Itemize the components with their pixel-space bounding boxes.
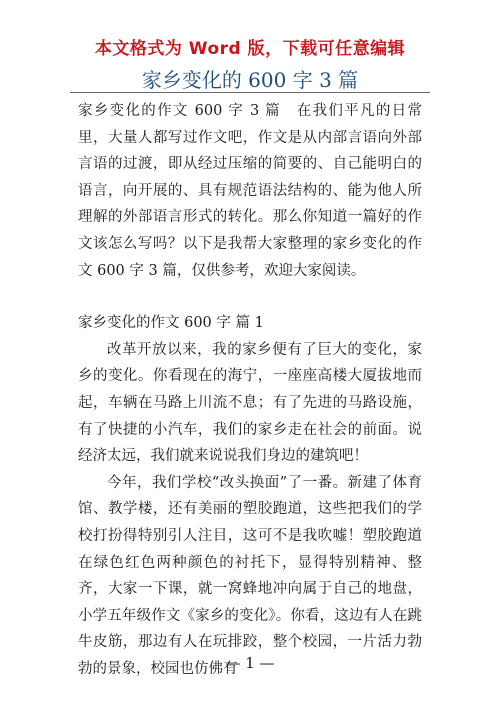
download-banner: 本文格式为 Word 版，下载可任意编辑	[94, 39, 406, 59]
body-paragraph-1: 改革开放以来，我的家乡便有了巨大的变化，家乡的变化。你看现在的海宁，一座座高楼大厦拔地而起，车辆在马路上川流不息；有了先进的马路设施，有了快捷的小汽车，我们的家乡走在社会的前面。说经济太远，我们就来说说我们身边的建筑吧！	[78, 341, 422, 465]
page-number: — 1 —	[225, 654, 275, 672]
section-heading: 家乡变化的作文 600 字 篇 1	[78, 315, 264, 332]
document-body	[78, 98, 422, 682]
title-divider	[70, 92, 430, 93]
intro-paragraph: 家乡变化的作文 600 字 3 篇 在我们平凡的日常里，大量人都写过作文吧，作文是从内部言语向外部言语的过渡，即从经过压缩的简要的、自己能明白的语言，向开展的、具有规范语法结构的、能为他人所理解的外部语言形式的转化。那么你知道一篇好的作文该怎么写吗？以下是我帮大家整理的家乡变化的作文 600 字 3 篇，仅供参考，欢迎大家阅读。	[78, 103, 422, 279]
page-title: 家乡变化的 600 字 3 篇	[141, 68, 359, 92]
paragraph-spacer	[78, 284, 422, 310]
body-paragraph-2: 今年，我们学校“改头换面”了一番。新建了体育馆、教学楼，还有美丽的塑胶跑道，这些把我们的学校打扮得特别引人注目，这可不是我吹嘘！塑胶跑道在绿色红色两种颜色的衬托下，显得特别精神、整齐，大家一下课，就一窝蜂地冲向属于自己的地盘，小学五年级作文《家乡的变化》。你看，这边有人在跳牛皮筋，那边有人在玩排跤，整个校园，一片活力勃勃的景象，校园也仿佛有	[78, 474, 422, 677]
